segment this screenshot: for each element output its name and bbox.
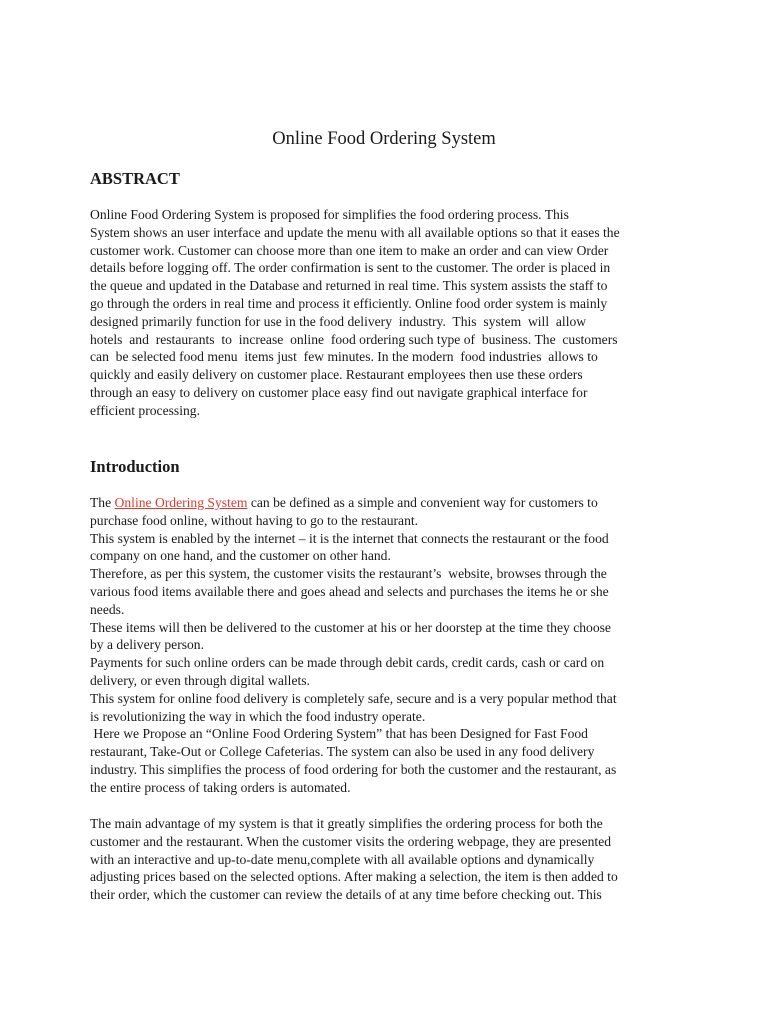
intro-line: by a delivery person. xyxy=(90,637,205,653)
document-title: Online Food Ordering System xyxy=(272,129,496,149)
abstract-line: Online Food Ordering System is proposed for simplifies the food ordering process. This xyxy=(90,207,569,222)
intro-line: purchase food online, without having to go to the restaurant. xyxy=(90,512,419,528)
advantage-line: customer and the restaurant. When the customer visits the ordering webpage, they are presented xyxy=(90,833,612,849)
intro-line: These items will then be delivered to the customer at his or her doorstep at the time they choose xyxy=(90,619,611,635)
abstract-heading: ABSTRACT xyxy=(90,169,180,188)
introduction-paragraph xyxy=(90,494,690,797)
abstract-line: quickly and easily delivery on customer place. Restaurant employees then use these orders xyxy=(90,367,583,383)
advantage-line: with an interactive and up-to-date menu,complete with all available options and dynamically xyxy=(90,851,595,867)
intro-line: industry. This simplifies the process of food ordering for both the customer and the restaurant, as xyxy=(90,761,617,777)
intro-first-suffix: can be defined as a simple and convenient way for customers to xyxy=(247,495,598,510)
intro-line: Therefore, as per this system, the customer visits the restaurant’s website, browses through the xyxy=(90,566,607,582)
abstract-line: go through the orders in real time and process it efficiently. Online food order system is mainly xyxy=(90,295,608,311)
abstract-line: efficient processing. xyxy=(90,402,200,418)
intro-line: restaurant, Take-Out or College Cafeterias. The system can also be used in any food delivery xyxy=(90,744,595,760)
abstract-line: can be selected food menu items just few minutes. In the modern food industries allows to xyxy=(90,349,598,365)
intro-line: This system for online food delivery is completely safe, secure and is a very popular method that xyxy=(90,690,617,706)
intro-line: various food items available there and goes ahead and selects and purchases the items he or she xyxy=(90,583,609,599)
abstract-line: customer work. Customer can choose more than one item to make an order and can view Order xyxy=(90,242,609,258)
intro-line: Here we Propose an “Online Food Ordering System” that has been Designed for Fast Food xyxy=(90,726,588,742)
advantage-line: The main advantage of my system is that it greatly simplifies the ordering process for both the xyxy=(90,816,603,831)
abstract-paragraph xyxy=(90,206,690,420)
advantage-line: their order, which the customer can review the details of at any time before checking out. This xyxy=(90,887,602,903)
advantage-paragraph xyxy=(90,815,690,904)
intro-line: company on one hand, and the customer on other hand. xyxy=(90,548,391,564)
intro-line: the entire process of taking orders is automated. xyxy=(90,779,351,795)
intro-line: This system is enabled by the internet – it is the internet that connects the restaurant or the food xyxy=(90,530,609,546)
intro-line: delivery, or even through digital wallets. xyxy=(90,672,310,688)
abstract-line: the queue and updated in the Database and returned in real time. This system assists the staff to xyxy=(90,278,608,294)
abstract-line: details before logging off. The order confirmation is sent to the customer. The order is placed in xyxy=(90,260,611,276)
intro-line: Payments for such online orders can be made through debit cards, credit cards, cash or card on xyxy=(90,655,605,671)
abstract-line: System shows an user interface and update the menu with all available options so that it eases the xyxy=(90,224,620,240)
abstract-line: hotels and restaurants to increase online food ordering such type of business. The customers xyxy=(90,331,618,347)
online-ordering-system-link[interactable]: Online Ordering System xyxy=(114,495,248,510)
abstract-line: designed primarily function for use in the food delivery industry. This system will allow xyxy=(90,313,587,329)
introduction-heading: Introduction xyxy=(90,457,180,476)
intro-line: needs. xyxy=(90,601,125,617)
advantage-line: adjusting prices based on the selected options. After making a selection, the item is then added to xyxy=(90,869,618,885)
intro-first-prefix: The xyxy=(90,495,115,510)
intro-line: is revolutionizing the way in which the food industry operate. xyxy=(90,708,426,724)
intro-first-line xyxy=(90,494,690,512)
abstract-line: through an easy to delivery on customer place easy find out navigate graphical interface for xyxy=(90,384,588,400)
